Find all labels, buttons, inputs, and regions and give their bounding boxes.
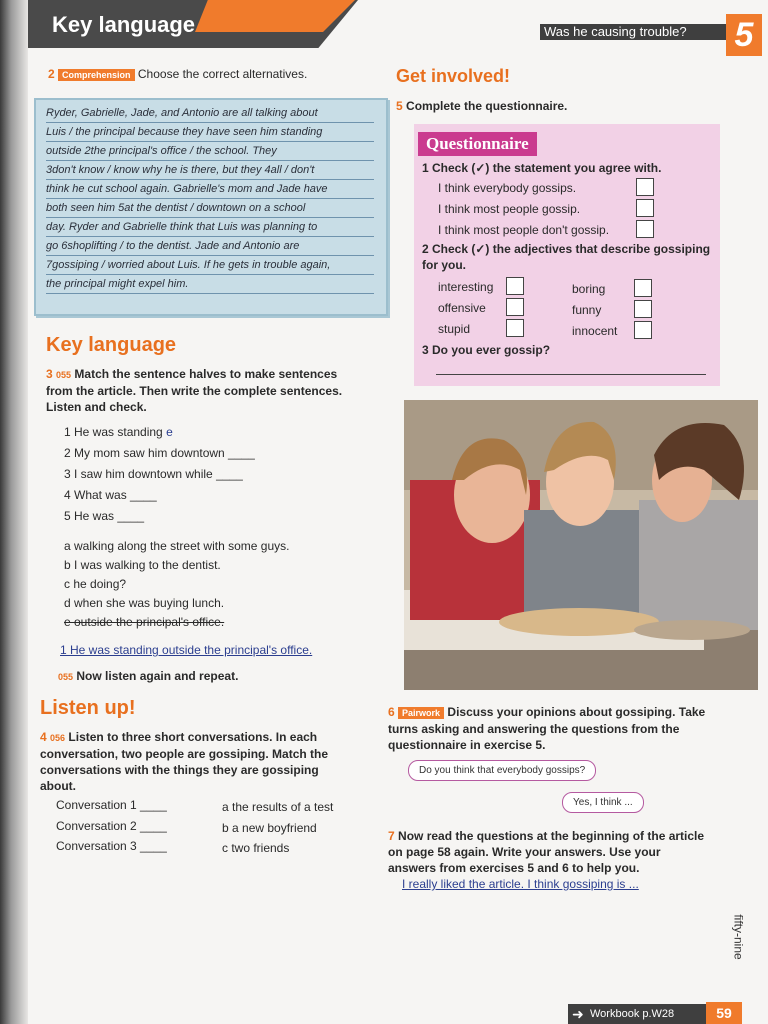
question-3: 3 Do you ever gossip? bbox=[422, 343, 551, 357]
checkbox[interactable] bbox=[634, 321, 652, 339]
book-spine bbox=[0, 0, 28, 1024]
pairwork-tag: Pairwork bbox=[398, 707, 444, 719]
adjective: boring bbox=[572, 282, 606, 296]
arrow-icon: ➜ bbox=[572, 1006, 584, 1022]
checkbox[interactable] bbox=[506, 298, 524, 316]
checkbox[interactable] bbox=[634, 300, 652, 318]
match-item: 5 He was ____ bbox=[64, 509, 145, 523]
checkbox[interactable] bbox=[506, 319, 524, 337]
listen-up-title: Listen up! bbox=[40, 697, 136, 719]
unit-number: 5 bbox=[726, 14, 762, 56]
questionnaire bbox=[414, 124, 720, 386]
ex6-instruction: 6 Pairwork Discuss your opinions about gossiping. Take turns asking and answering the questions from the questionnaire in exercise 5. bbox=[388, 705, 706, 752]
ex5-instruction: 5 Complete the questionnaire. bbox=[396, 99, 568, 113]
audio-icon: 055 bbox=[58, 672, 74, 682]
page-word: fifty-nine bbox=[731, 914, 746, 960]
topic-item: b a new boyfriend bbox=[222, 821, 317, 835]
questionnaire-title: Questionnaire bbox=[418, 132, 537, 156]
get-involved-title: Get involved! bbox=[396, 66, 511, 86]
audio-icon: 056 bbox=[50, 733, 66, 743]
adjective: innocent bbox=[572, 324, 618, 338]
ex4-instruction: 4 056 Listen to three short conversations. In each conversation, two people are gossiping. Match the conversations with the things they are gossiping about. bbox=[40, 730, 329, 793]
option: e outside the principal's office. bbox=[64, 615, 225, 629]
conversation-item: Conversation 1 ____ bbox=[56, 798, 167, 812]
audio-icon: 055 bbox=[56, 370, 72, 380]
match-item: 2 My mom saw him downtown ____ bbox=[64, 446, 255, 460]
option: d when she was buying lunch. bbox=[64, 596, 225, 610]
question-1: 1 Check (✓) the statement you agree with. bbox=[422, 161, 662, 175]
match-item: 1 He was standing e bbox=[64, 425, 173, 439]
ex2-heading: 2 Comprehension Choose the correct alternatives. bbox=[48, 67, 308, 81]
adjective: stupid bbox=[438, 322, 471, 336]
header-title: Key language bbox=[52, 12, 196, 37]
statement: I think most people don't gossip. bbox=[438, 223, 610, 237]
answer-line[interactable] bbox=[436, 374, 706, 375]
option: c he doing? bbox=[64, 577, 127, 591]
ex7-example: I really liked the article. I think gossiping is ... bbox=[402, 877, 639, 891]
adjective: interesting bbox=[438, 280, 494, 294]
speech-bubble: Yes, I think ... bbox=[562, 792, 644, 813]
option: a walking along the street with some guys. bbox=[64, 539, 290, 553]
match-item: 3 I saw him downtown while ____ bbox=[64, 467, 243, 481]
notebook-text: Ryder, Gabrielle, Jade, and Antonio are all talking about Luis / the principal because they have seen him standing outside 2the principal's office / the school. They 3don't know / know why he is there, but they 4all / don't think he cut school again. Gabrielle's mom and Jade have both seen him 5at the dentist / downtown on a school day. Ryder and Gabrielle think that Luis was planning to go 6shoplifting / to the dentist. Jade and Antonio are 7gossiping / worried about Luis. If he gets in trouble again, the principal might expel him. bbox=[34, 98, 388, 316]
listen-again: 055 Now listen again and repeat. bbox=[58, 669, 239, 683]
question-2: 2 Check (✓) the adjectives that describe gossiping for you. bbox=[422, 242, 711, 272]
topic-item: a the results of a test bbox=[222, 800, 334, 814]
key-language-title: Key language bbox=[46, 334, 177, 356]
topic-item: c two friends bbox=[222, 841, 290, 855]
ex3-instruction: 3 055 Match the sentence halves to make sentences from the article. Then write the complete sentences. Listen and check. bbox=[46, 367, 343, 414]
comprehension-tag: Comprehension bbox=[58, 69, 135, 81]
adjective: funny bbox=[572, 303, 602, 317]
photo-girls-gossiping bbox=[404, 400, 758, 690]
match-item: 4 What was ____ bbox=[64, 488, 157, 502]
unit-title: Was he causing trouble? bbox=[540, 24, 739, 40]
photo-illustration bbox=[404, 400, 758, 690]
ex7-instruction: 7 Now read the questions at the beginning of the article on page 58 again. Write your answers. Use your answers from exercises 5 and 6 to help you. bbox=[388, 829, 705, 875]
page-number: 59 bbox=[706, 1002, 742, 1024]
speech-bubble: Do you think that everybody gossips? bbox=[408, 760, 596, 781]
statement: I think everybody gossips. bbox=[438, 181, 577, 195]
option: b I was walking to the dentist. bbox=[64, 558, 221, 572]
checkbox[interactable] bbox=[636, 178, 654, 196]
statement: I think most people gossip. bbox=[438, 202, 581, 216]
checkbox[interactable] bbox=[636, 220, 654, 238]
checkbox[interactable] bbox=[506, 277, 524, 295]
checkbox[interactable] bbox=[636, 199, 654, 217]
example-answer: 1 He was standing outside the principal's office. bbox=[60, 643, 313, 657]
conversation-item: Conversation 2 ____ bbox=[56, 819, 167, 833]
checkbox[interactable] bbox=[634, 279, 652, 297]
conversation-item: Conversation 3 ____ bbox=[56, 839, 167, 853]
adjective: offensive bbox=[438, 301, 486, 315]
workbook-link[interactable]: ➜ Workbook p.W28 bbox=[568, 1004, 726, 1024]
